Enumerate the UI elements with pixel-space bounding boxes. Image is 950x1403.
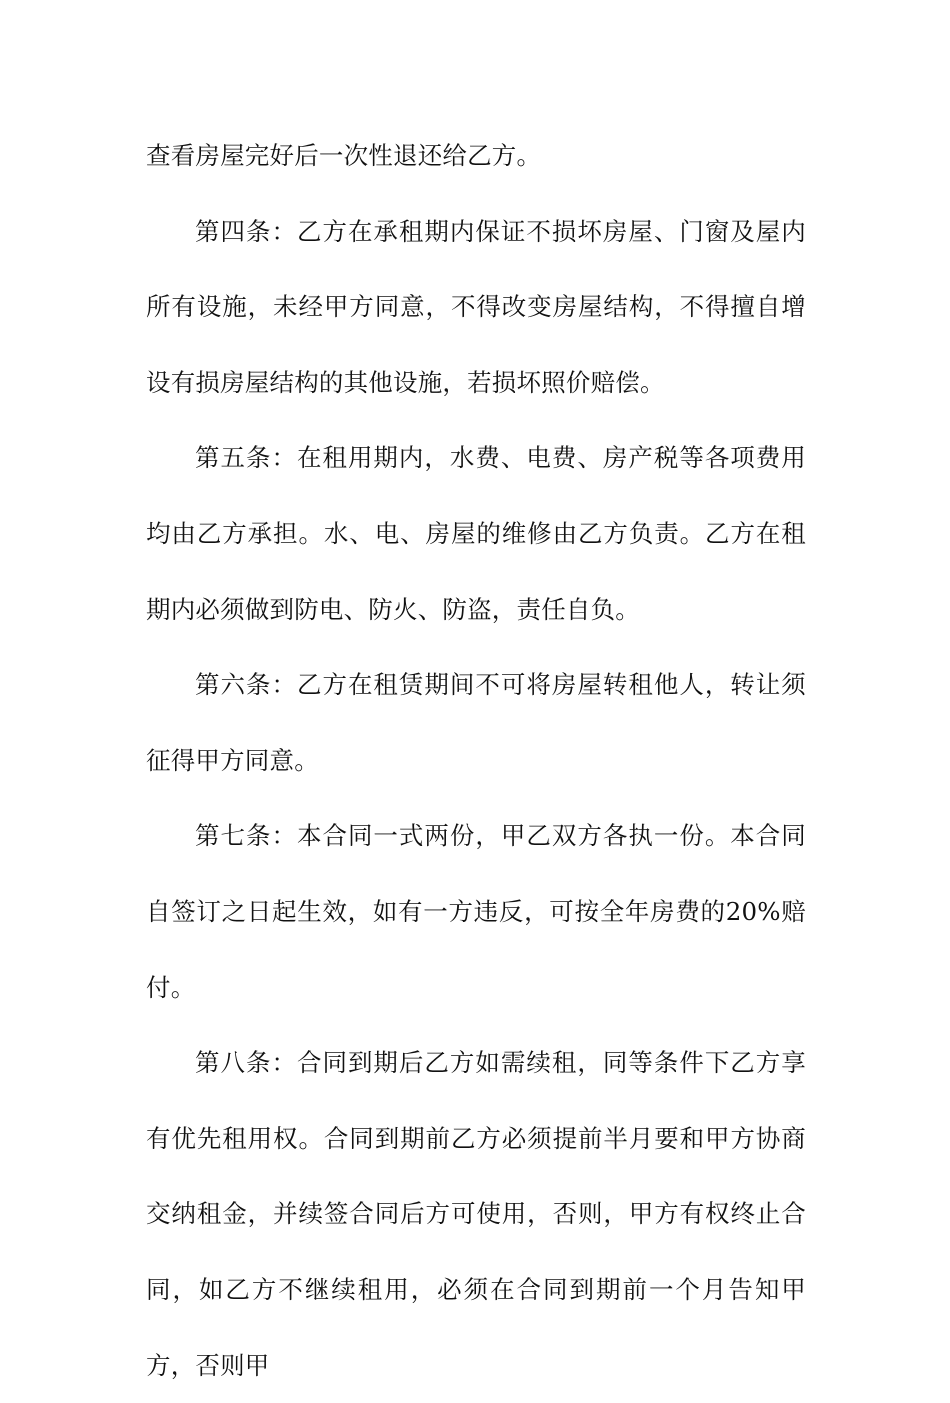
paragraph-article-7: 第七条：本合同一式两份，甲乙双方各执一份。本合同自签订之日起生效，如有一方违反，可按全年房费的20%赔付。 <box>146 821 806 1002</box>
paragraph-article-4: 第四条：乙方在承租期内保证不损坏房屋、门窗及屋内所有设施，未经甲方同意，不得改变房屋结构，不得擅自增设有损房屋结构的其他设施，若损坏照价赔偿。 <box>146 216 806 397</box>
paragraph-article-5: 第五条：在租用期内，水费、电费、房产税等各项费用均由乙方承担。水、电、房屋的维修由乙方负责。乙方在租期内必须做到防电、防火、防盗，责任自负。 <box>146 443 806 624</box>
paragraph-article-8: 第八条：合同到期后乙方如需续租，同等条件下乙方享有优先租用权。合同到期前乙方必须提前半月要和甲方协商交纳租金，并续签合同后方可使用，否则，甲方有权终止合同，如乙方不继续租用，必须在合同到期前一个月告知甲方，否则甲 <box>146 1048 806 1380</box>
document-body <box>146 118 806 1403</box>
paragraph-article-6: 第六条：乙方在租赁期间不可将房屋转租他人，转让须征得甲方同意。 <box>146 670 806 775</box>
paragraph-continuation: 查看房屋完好后一次性退还给乙方。 <box>146 141 542 170</box>
